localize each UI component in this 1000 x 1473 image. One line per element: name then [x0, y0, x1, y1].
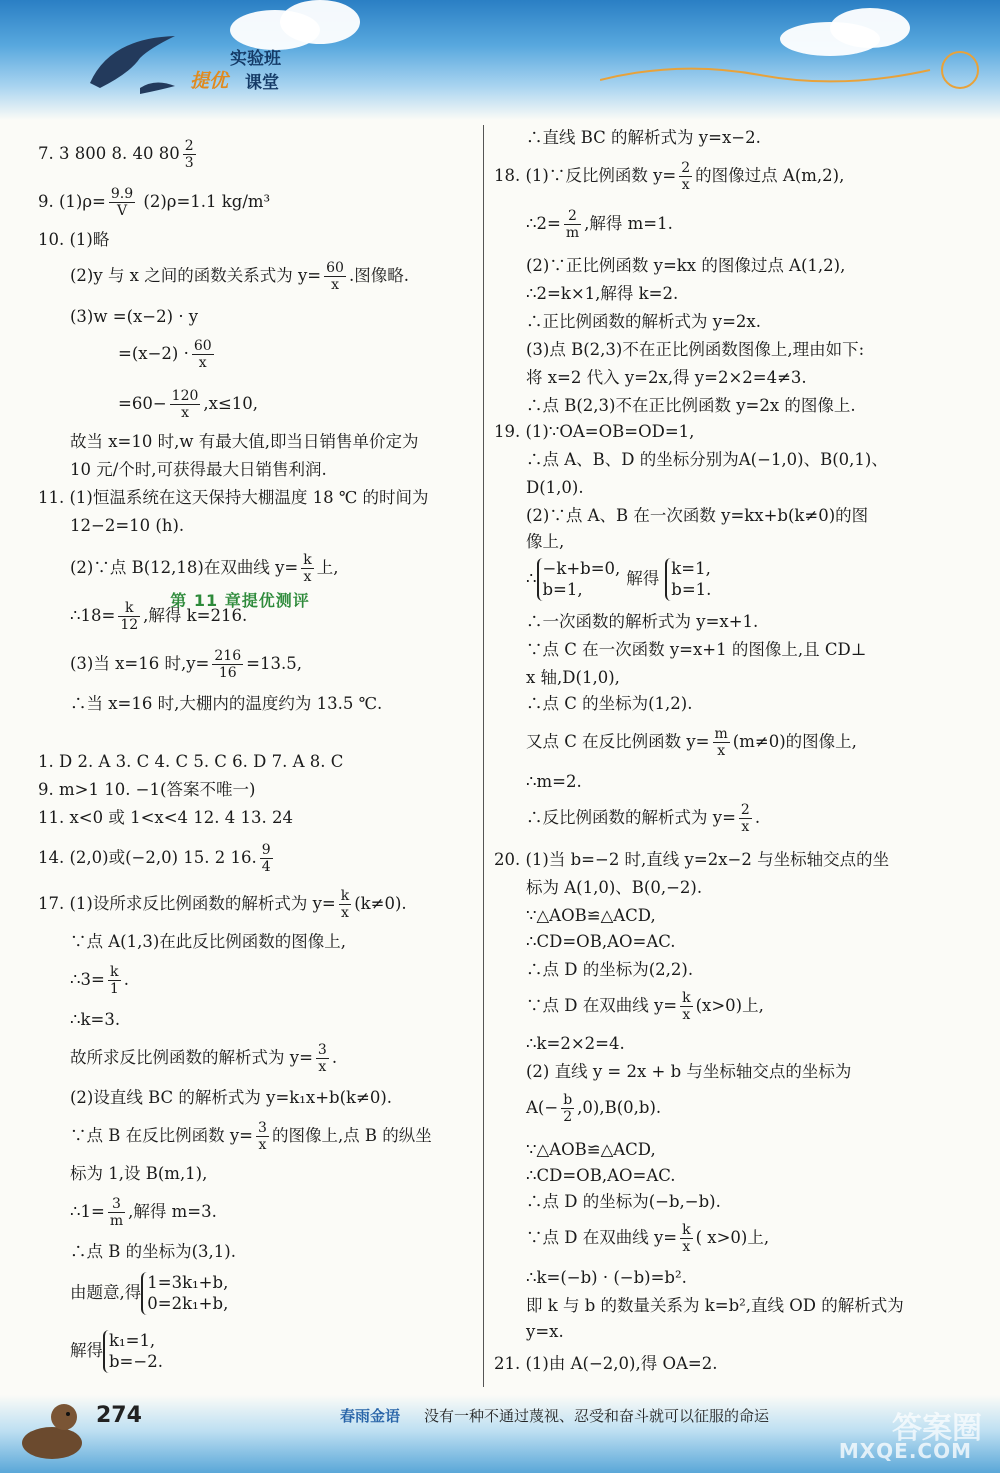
- answer-text: (2)设直线 BC 的解析式为 y=k₁x+b(k≠0).: [70, 1088, 393, 1107]
- answer-line: [526, 610, 758, 635]
- answer-text: 1. D 2. A 3. C 4. C 5. C 6. D 7. A 8. C: [38, 752, 344, 771]
- fraction: [108, 1196, 125, 1229]
- answer-text: x 轴,D(1,0),: [526, 668, 620, 687]
- denominator: 12: [120, 617, 139, 634]
- answer-line: [526, 904, 656, 929]
- equation-system: [665, 558, 711, 601]
- fraction: [301, 552, 313, 585]
- answer-line: [526, 530, 564, 555]
- fraction: [256, 1120, 269, 1153]
- denominator: x: [258, 1137, 267, 1154]
- answer-text: ∴18=: [70, 606, 116, 626]
- fraction: [108, 964, 121, 997]
- answer-line: [38, 806, 293, 831]
- page-header: [0, 0, 1000, 120]
- answer-text: D(1,0).: [526, 478, 584, 497]
- page-footer: [0, 1395, 1000, 1473]
- dolphin-icon: [80, 28, 190, 98]
- answer-text: =13.5,: [246, 654, 302, 674]
- answer-text: 7. 3 800 8. 40 80: [38, 144, 180, 164]
- answer-text: ,解得 m=3.: [128, 1202, 217, 1222]
- motto-label: 春雨金语: [340, 1407, 401, 1425]
- answer-text: ∵△AOB≌△ACD,: [526, 1140, 656, 1159]
- equation: k=1,: [671, 559, 711, 578]
- numerator: b: [563, 1092, 573, 1108]
- answer-text: 11. (1)恒温系统在这天保持大棚温度 18 ℃ 的时间为: [38, 488, 429, 507]
- numerator: k: [682, 990, 691, 1006]
- answer-text: ∵点 D 在双曲线 y=: [526, 1228, 678, 1248]
- fraction: [109, 186, 135, 219]
- answer-text: .: [754, 808, 761, 828]
- series-logo: [190, 34, 320, 92]
- answer-text: ∴反比例函数的解析式为 y=: [526, 808, 736, 828]
- answer-line: [118, 338, 217, 371]
- answer-text: ∴3=: [70, 970, 105, 990]
- numerator: k: [118, 600, 140, 617]
- answer-line: [526, 802, 760, 835]
- logo-top-text: 实验班: [230, 49, 281, 69]
- answer-text: ∴点 D 的坐标为(−b,−b).: [526, 1192, 721, 1211]
- answer-text: (2)ρ=1.1 kg/m³: [138, 192, 271, 212]
- answer-line: [526, 448, 888, 473]
- answer-text: 20. (1)当 b=−2 时,直线 y=2x−2 与坐标轴交点的坐: [494, 850, 890, 869]
- fraction: [679, 160, 692, 193]
- answer-text: =60−: [118, 394, 167, 414]
- answer-line: [526, 876, 702, 901]
- equation: b=1.: [671, 580, 712, 600]
- fraction: [118, 600, 140, 633]
- section-title: 第 11 章提优测评: [170, 591, 310, 610]
- denominator: 1: [109, 981, 119, 998]
- equation: 1=3k₁+b,: [147, 1273, 229, 1292]
- numerator: 60: [326, 260, 344, 276]
- answer-text: ∴m=2.: [526, 772, 582, 791]
- answer-text: ∴直线 BC 的解析式为 y=x−2.: [526, 128, 761, 147]
- answer-text: 19. (1)∵OA=OB=OD=1,: [494, 422, 695, 441]
- answer-text: (3)当 x=16 时,y=: [70, 654, 210, 674]
- numerator: 216: [214, 648, 242, 664]
- fraction: [183, 138, 196, 171]
- answer-text: 上,: [316, 558, 339, 578]
- answer-line: [38, 842, 276, 875]
- wave-line-icon: [600, 40, 1000, 100]
- numerator: m: [714, 726, 728, 742]
- answer-line: [526, 282, 678, 307]
- equation: b=−2.: [109, 1352, 163, 1372]
- answer-text: ∴CD=OB,AO=AC.: [526, 932, 676, 951]
- answer-line: [526, 666, 620, 691]
- answer-text: ,解得 m=1.: [584, 214, 673, 234]
- answer-line: [70, 648, 302, 681]
- answer-line: [526, 558, 711, 601]
- answer-text: 又点 C 在反比例函数 y=: [526, 732, 710, 752]
- answer-text: ∴点 A、B、D 的坐标分别为A(−1,0)、B(0,1)、: [526, 450, 888, 469]
- answer-line: [526, 366, 807, 391]
- denominator: x: [682, 1239, 691, 1256]
- answer-text: 即 k 与 b 的数量关系为 k=b²,直线 OD 的解析式为: [526, 1296, 904, 1315]
- answer-line: [526, 1266, 687, 1291]
- equation-system: [141, 1272, 228, 1315]
- answer-line: [494, 420, 694, 445]
- answer-text: 14. (2,0)或(−2,0) 15. 2 16.: [38, 848, 257, 868]
- answer-text: 标为 A(1,0)、B(0,−2).: [526, 878, 703, 897]
- answer-line: [38, 750, 343, 775]
- answer-text: ∵点 B 在反比例函数 y=: [70, 1126, 254, 1146]
- numerator: 120: [171, 388, 199, 404]
- seal-icon: [14, 1395, 88, 1465]
- answer-text: (k≠0).: [354, 894, 407, 914]
- numerator: 3: [258, 1120, 267, 1136]
- answer-line: [526, 504, 868, 529]
- answer-text: 12−2=10 (h).: [70, 516, 185, 535]
- answer-line: [70, 964, 129, 997]
- denominator: x: [341, 905, 349, 922]
- answer-text: ∴一次函数的解析式为 y=x+1.: [526, 612, 759, 631]
- answer-text: ∴点 D 的坐标为(2,2).: [526, 960, 694, 979]
- answer-text: ∵点 C 在一次函数 y=x+1 的图像上,且 CD⊥: [526, 640, 867, 659]
- denominator: x: [181, 405, 189, 422]
- answer-line: [526, 310, 761, 335]
- numerator: 2: [564, 208, 581, 225]
- denominator: m: [109, 1213, 124, 1230]
- answer-text: 11. x<0 或 1<x<4 12. 4 13. 24: [38, 808, 294, 827]
- answer-text: .: [123, 970, 129, 990]
- answer-line: [70, 514, 184, 539]
- denominator: x: [303, 569, 312, 586]
- denominator: x: [682, 1007, 691, 1024]
- answer-text: .: [331, 1048, 338, 1068]
- answer-text: ∴: [526, 568, 537, 588]
- answer-line: [38, 228, 109, 253]
- answer-line: [70, 458, 327, 483]
- answer-line: [526, 1320, 564, 1345]
- answer-text: 10. (1)略: [38, 230, 110, 249]
- answer-text: 17. (1)设所求反比例函数的解析式为 y=: [38, 894, 336, 914]
- numerator: k: [340, 888, 350, 904]
- denominator: x: [198, 355, 207, 372]
- answer-line: [70, 430, 418, 455]
- answer-text: (3)点 B(2,3)不在正比例函数图像上,理由如下:: [526, 340, 865, 359]
- answer-text: 解得: [626, 568, 660, 588]
- answer-text: 像上,: [526, 532, 565, 551]
- answer-line: [494, 1352, 717, 1377]
- answer-text: ∵点 A(1,3)在此反比例函数的图像上,: [70, 932, 347, 951]
- equation: k₁=1,: [109, 1331, 156, 1350]
- answer-line: [526, 394, 856, 419]
- answer-text: ∴当 x=16 时,大棚内的温度约为 13.5 ℃.: [70, 694, 383, 713]
- answer-text: (2)∵点 A、B 在一次函数 y=kx+b(k≠0)的图: [526, 506, 869, 525]
- answer-line: [526, 958, 693, 983]
- numerator: 3: [317, 1042, 327, 1058]
- answer-text: ,解得 k=216.: [143, 606, 248, 626]
- answer-line: [38, 186, 270, 219]
- answer-text: 9. (1)ρ=: [38, 192, 106, 212]
- answer-line: [70, 1240, 236, 1265]
- answer-line: [526, 1294, 904, 1319]
- answer-text: 故所求反比例函数的解析式为 y=: [70, 1048, 313, 1068]
- answer-text: ∴k=3.: [70, 1010, 121, 1029]
- answer-line: [70, 930, 346, 955]
- answer-line: [526, 1138, 656, 1163]
- answer-line: [70, 1042, 337, 1075]
- page-number: 274: [96, 1403, 142, 1428]
- watermark-url: MXQE.COM: [838, 1439, 972, 1463]
- answer-line: [526, 1060, 851, 1085]
- answer-line: [118, 388, 258, 421]
- answer-text: (2)∵点 B(12,18)在双曲线 y=: [70, 558, 299, 578]
- answer-line: [526, 126, 761, 151]
- answer-text: (m≠0)的图像上,: [732, 732, 857, 752]
- column-divider: [483, 125, 484, 1387]
- answer-line: [38, 778, 255, 803]
- answer-text: ∵△AOB≌△ACD,: [526, 906, 656, 925]
- logo-bottom-text: 课堂: [245, 73, 279, 93]
- fraction: [680, 990, 692, 1023]
- answer-text: (2)∵正比例函数 y=kx 的图像过点 A(1,2),: [526, 256, 846, 275]
- equation: 0=2k₁+b,: [147, 1294, 229, 1314]
- answer-text: ∵点 D 在双曲线 y=: [526, 996, 678, 1016]
- answer-text: y=x.: [526, 1322, 564, 1341]
- answer-text: 标为 1,设 B(m,1),: [70, 1164, 208, 1183]
- answer-line: [526, 1190, 721, 1215]
- numerator: 2: [681, 160, 691, 176]
- answer-text: ∴点 B 的坐标为(3,1).: [70, 1242, 236, 1261]
- answer-text: ∴点 B(2,3)不在正比例函数 y=2x 的图像上.: [526, 396, 856, 415]
- answer-text: 9. m>1 10. −1(答案不唯一): [38, 780, 256, 799]
- denominator: 2: [563, 1109, 573, 1126]
- numerator: 2: [184, 138, 194, 154]
- fraction: [739, 802, 752, 835]
- answer-line: [526, 770, 582, 795]
- answer-line: [70, 1272, 228, 1315]
- answer-text: (x>0)上,: [695, 996, 764, 1016]
- equation-system: [103, 1330, 163, 1373]
- answer-line: [526, 208, 673, 241]
- answer-text: 18. (1)∵反比例函数 y=: [494, 166, 677, 186]
- answer-line: [494, 160, 844, 193]
- answer-line: [526, 338, 864, 363]
- answer-line: [70, 1008, 120, 1033]
- numerator: k: [303, 552, 312, 568]
- answer-text: 21. (1)由 A(−2,0),得 OA=2.: [494, 1354, 718, 1373]
- answer-line: [70, 692, 382, 717]
- answer-text: ∴点 C 的坐标为(1,2).: [526, 694, 693, 713]
- numerator: k: [108, 964, 121, 981]
- denominator: x: [741, 819, 750, 836]
- answer-line: [70, 1086, 392, 1111]
- answer-text: (2)y 与 x 之间的函数关系式为 y=: [70, 266, 322, 286]
- fraction: [680, 1222, 692, 1255]
- answer-line: [526, 1164, 676, 1189]
- denominator: 4: [261, 859, 271, 876]
- fraction: [339, 888, 351, 921]
- answer-text: 将 x=2 代入 y=2x,得 y=2×2=4≠3.: [526, 368, 807, 387]
- answer-line: [526, 990, 764, 1023]
- answer-line: [494, 848, 889, 873]
- answer-line: [526, 1092, 661, 1125]
- answer-text: ∴k=2×2=4.: [526, 1034, 625, 1053]
- answer-line: [526, 1032, 625, 1057]
- fraction: [170, 388, 201, 421]
- fraction: [260, 842, 273, 875]
- answer-line: [70, 1120, 432, 1153]
- numerator: 60: [193, 338, 212, 354]
- denominator: x: [681, 177, 690, 194]
- answer-line: [70, 552, 338, 585]
- answer-line: [70, 305, 198, 330]
- fraction: [564, 208, 581, 241]
- answer-text: 由题意,得: [70, 1282, 142, 1302]
- motto-text: 没有一种不通过蔑视、忍受和奋斗就可以征服的命运: [424, 1407, 770, 1425]
- denominator: x: [331, 277, 339, 294]
- answer-text: .图像略.: [348, 266, 409, 286]
- denominator: 16: [218, 665, 237, 682]
- answer-line: [526, 1222, 769, 1255]
- answer-text: ,0),B(0,b).: [577, 1098, 662, 1118]
- answer-text: ,x≤10,: [203, 394, 259, 414]
- denominator: 3: [184, 155, 194, 172]
- denominator: x: [318, 1059, 327, 1076]
- denominator: m: [565, 225, 580, 242]
- answer-line: [526, 726, 857, 759]
- answer-line: [70, 1330, 163, 1373]
- answer-text: 的图像过点 A(m,2),: [695, 166, 845, 186]
- answer-text: =(x−2) ·: [118, 344, 189, 364]
- answer-text: ∴2=k×1,解得 k=2.: [526, 284, 679, 303]
- fraction: [212, 648, 243, 681]
- fraction: [316, 1042, 329, 1075]
- numerator: 3: [108, 1196, 125, 1213]
- answer-line: [38, 138, 199, 171]
- answer-line: [70, 260, 409, 293]
- answer-text: (2) 直线 y = 2x + b 与坐标轴交点的坐标为: [526, 1062, 852, 1081]
- fraction: [192, 338, 214, 371]
- fraction: [561, 1092, 574, 1125]
- answer-text: 解得: [70, 1340, 103, 1360]
- answer-text: 的图像上,点 B 的纵坐: [271, 1126, 432, 1146]
- answer-text: ∴k=(−b) · (−b)=b².: [526, 1268, 687, 1287]
- numerator: k: [682, 1222, 691, 1238]
- equation: −k+b=0,: [542, 559, 621, 578]
- answer-text: 故当 x=10 时,w 有最大值,即当日销售单价定为: [70, 432, 419, 451]
- answer-line: [70, 1162, 207, 1187]
- answer-text: ∴CD=OB,AO=AC.: [526, 1166, 676, 1185]
- numerator: 9.9: [110, 186, 134, 202]
- equation-system: [537, 558, 621, 601]
- answer-text: A(−: [526, 1098, 559, 1118]
- numerator: 2: [740, 802, 750, 818]
- watermark-text: 答案圈: [892, 1411, 982, 1446]
- fraction: [713, 726, 730, 759]
- answer-line: [526, 692, 692, 717]
- equation: b=1,: [542, 580, 583, 600]
- numerator: 9: [261, 842, 271, 858]
- fraction: [324, 260, 346, 293]
- answer-text: ∴正比例函数的解析式为 y=2x.: [526, 312, 761, 331]
- answer-text: ∴2=: [526, 214, 561, 234]
- answer-line: [526, 476, 584, 501]
- denominator: x: [717, 743, 726, 760]
- answer-text: (3)w =(x−2) · y: [70, 307, 199, 326]
- logo-mid-text: 提优: [190, 70, 229, 92]
- answer-text: ( x>0)上,: [695, 1228, 770, 1248]
- answer-line: [526, 254, 845, 279]
- answer-text: ∴1=: [70, 1202, 105, 1222]
- answer-line: [526, 638, 866, 663]
- answer-line: [70, 1196, 217, 1229]
- answer-text: 10 元/个时,可获得最大日销售利润.: [70, 460, 327, 479]
- denominator: V: [116, 203, 128, 220]
- answer-line: [526, 930, 676, 955]
- answer-line: [38, 486, 429, 511]
- answer-line: [38, 888, 407, 921]
